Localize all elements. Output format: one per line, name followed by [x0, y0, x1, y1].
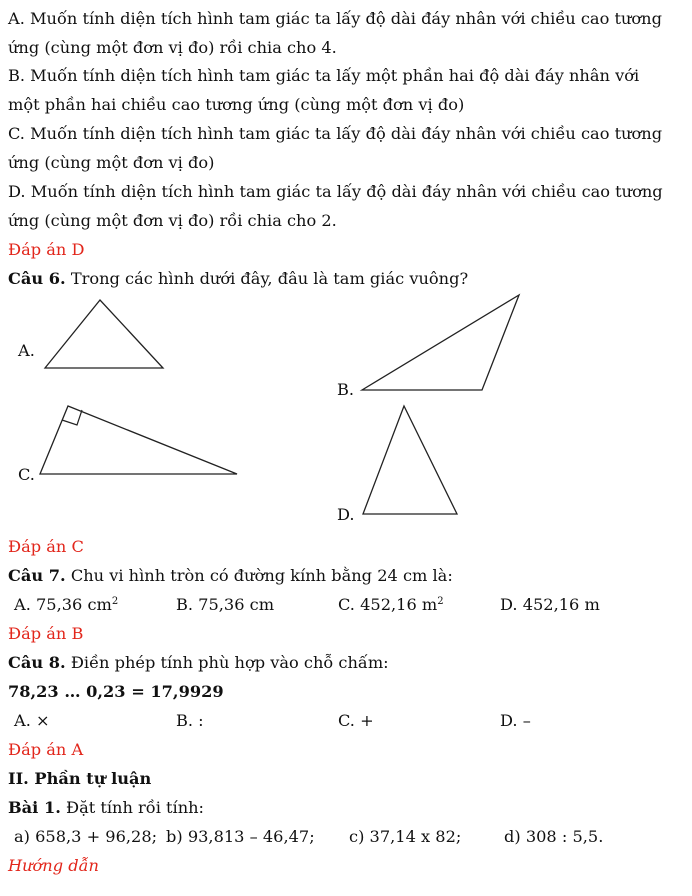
- triangle-b: [362, 295, 519, 390]
- q5-answer: Đáp án D: [8, 240, 85, 259]
- bai1-item-a: a) 658,3 + 96,28;: [14, 827, 158, 846]
- q5-option-c-line1: C. Muốn tính diện tích hình tam giác ta lấy độ dài đáy nhân với chiều cao tương: [8, 124, 663, 143]
- q8-text: Điền phép tính phù hợp vào chỗ chấm:: [65, 653, 389, 672]
- triangle-d: [363, 406, 457, 514]
- q8-option-a: A. ×: [14, 711, 50, 730]
- q8-option-b: B. :: [176, 711, 204, 730]
- q8-option-d: D. –: [500, 711, 531, 730]
- q5-option-b-line1: B. Muốn tính diện tích hình tam giác ta lấy một phần hai độ dài đáy nhân với: [8, 66, 640, 85]
- q7-question: [8, 566, 453, 586]
- q5-option-b-line2: một phần hai chiều cao tương ứng (cùng một đơn vị đo): [8, 95, 465, 114]
- q7-label: Câu 7.: [8, 566, 66, 585]
- q7-option-c: C. 452,16 $m^2$: [338, 595, 444, 614]
- q6-answer: Đáp án C: [8, 537, 84, 556]
- q7-text: Chu vi hình tròn có đường kính bằng 24 cm là:: [65, 566, 453, 585]
- bai1-label: Bài 1.: [8, 798, 61, 817]
- triangle-c: [40, 406, 237, 474]
- figure-label-d: D.: [337, 505, 355, 524]
- bai1-item-b: b) 93,813 – 46,47;: [166, 827, 315, 846]
- q8-answer: Đáp án A: [8, 740, 84, 759]
- q7-option-d: D. 452,16 m: [500, 595, 600, 614]
- q8-label: Câu 8.: [8, 653, 66, 672]
- q8-option-c: C. +: [338, 711, 374, 730]
- figure-label-b: B.: [337, 380, 355, 399]
- q7-option-b: B. 75,36 cm: [176, 595, 275, 614]
- figure-label-a: A.: [18, 341, 35, 360]
- q5-option-d-line1: D. Muốn tính diện tích hình tam giác ta lấy độ dài đáy nhân với chiều cao tương: [8, 182, 663, 201]
- figure-label-c: C.: [18, 465, 35, 484]
- q5-option-c-line2: ứng (cùng một đơn vị đo): [8, 153, 215, 172]
- q6-text: Trong các hình dưới đây, đâu là tam giác vuông?: [65, 269, 469, 288]
- q5-option-a-line1: A. Muốn tính diện tích hình tam giác ta lấy độ dài đáy nhân với chiều cao tương: [8, 9, 662, 28]
- bai1-item-c: c) 37,14 x 82;: [349, 827, 462, 846]
- q8-expression: 78,23 … 0,23 = 17,9929: [8, 682, 224, 701]
- guide-heading: Hướng dẫn: [8, 856, 99, 875]
- q6-label: Câu 6.: [8, 269, 66, 288]
- triangle-a: [45, 300, 163, 368]
- q8-question: [8, 653, 389, 673]
- bai1-text: Đặt tính rồi tính:: [60, 798, 205, 817]
- q7-answer: Đáp án B: [8, 624, 84, 643]
- q5-option-d-line2: ứng (cùng một đơn vị đo) rồi chia cho 2.: [8, 211, 337, 230]
- part2-heading: II. Phần tự luận: [8, 769, 152, 788]
- bai1-item-d: d) 308 : 5,5.: [504, 827, 604, 846]
- q5-option-a-line2: ứng (cùng một đơn vị đo) rồi chia cho 4.: [8, 38, 337, 57]
- q7-option-a: A. 75,36 $cm^2$: [14, 595, 119, 614]
- bai1-question: [8, 798, 204, 818]
